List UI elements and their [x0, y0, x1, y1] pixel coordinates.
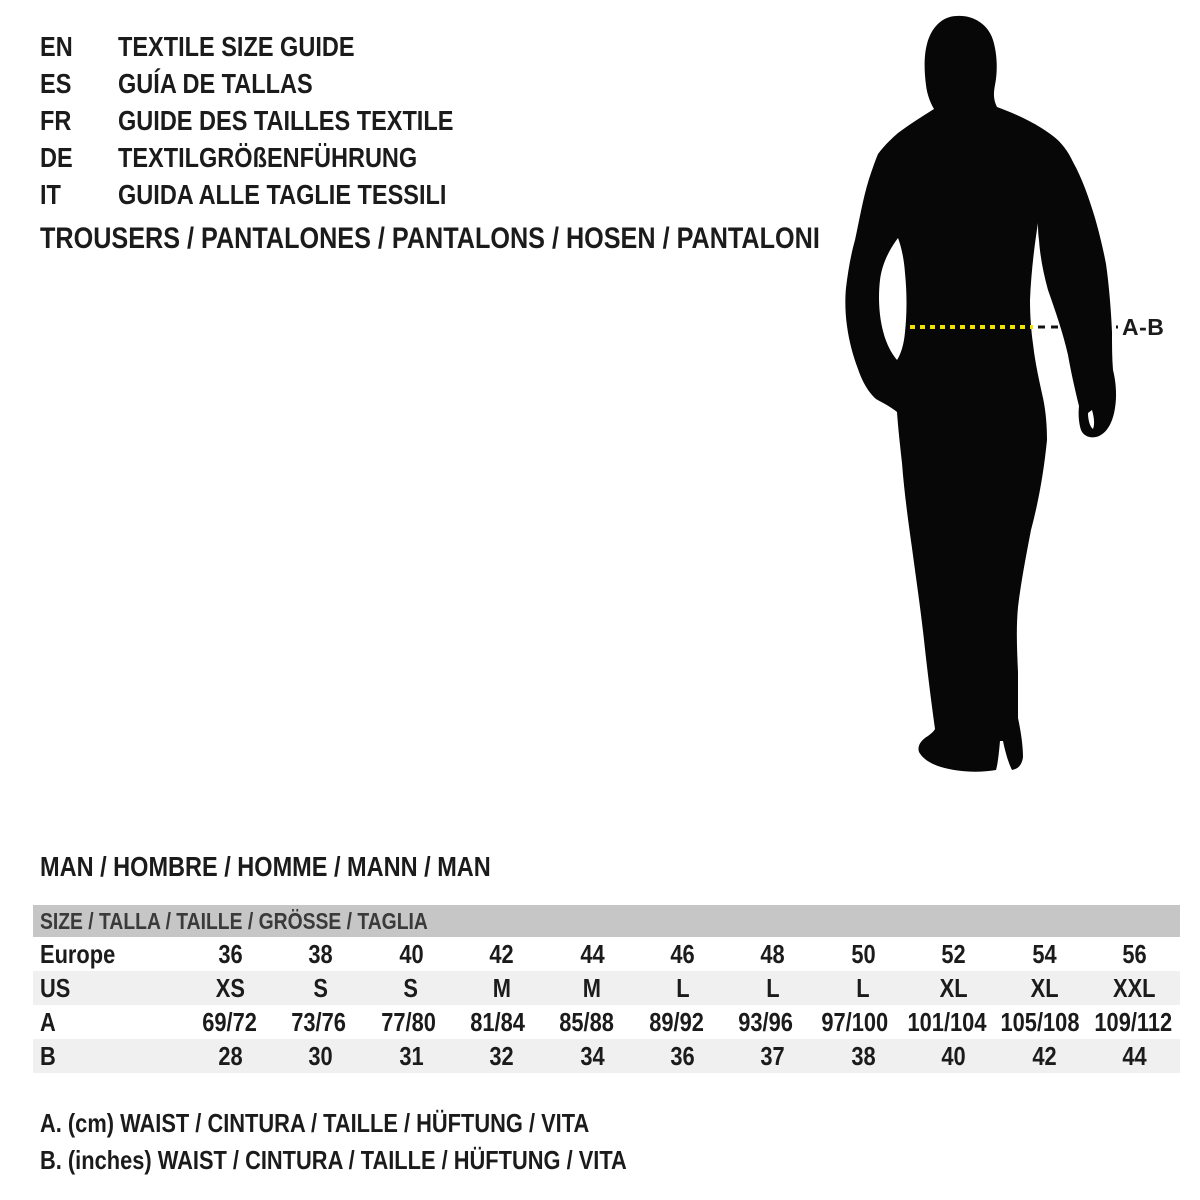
table-row — [33, 937, 1180, 971]
language-title: TEXTILE SIZE GUIDE — [118, 31, 355, 63]
cell — [456, 939, 546, 970]
cell-value: 42 — [1032, 1040, 1057, 1071]
language-title: GUIDA ALLE TAGLIE TESSILI — [118, 178, 447, 210]
cell — [366, 1041, 456, 1072]
cell — [728, 973, 818, 1004]
cell — [275, 939, 365, 970]
cell-value: 48 — [760, 938, 786, 969]
cell — [810, 1007, 899, 1038]
waist-measure-label-text: A-B — [1122, 314, 1165, 340]
cell-value: 38 — [851, 1040, 876, 1071]
note-b — [40, 1142, 739, 1179]
cell — [909, 973, 999, 1004]
cell-value: 46 — [670, 938, 695, 969]
cell-value: 30 — [308, 1040, 333, 1071]
cell-value: 44 — [579, 938, 605, 969]
cell — [1090, 939, 1180, 970]
cell — [728, 939, 818, 970]
language-row-fr — [40, 103, 517, 140]
cell-value: 109/112 — [1094, 1006, 1173, 1037]
cell — [637, 973, 727, 1004]
cell — [993, 1007, 1087, 1038]
waist-measure-label — [1122, 316, 1164, 339]
language-code: IT — [40, 178, 61, 210]
row-label-text: Europe — [40, 938, 116, 969]
language-title: TEXTILGRÖßENFÜHRUNG — [118, 141, 418, 173]
cell — [900, 1007, 994, 1038]
cell — [185, 973, 275, 1004]
row-label-text: A — [40, 1006, 56, 1037]
man-silhouette-svg — [820, 0, 1200, 800]
table-row — [33, 1039, 1180, 1073]
row-label-text: US — [40, 972, 71, 1003]
cell — [818, 1041, 908, 1072]
cell-value: M — [582, 972, 602, 1003]
footnotes — [40, 1105, 739, 1179]
language-row-en — [40, 29, 517, 66]
cell-value: 36 — [670, 1040, 695, 1071]
cell — [366, 939, 456, 970]
cell-value: 34 — [579, 1040, 605, 1071]
note-a-text: A. (cm) WAIST / CINTURA / TAILLE / HÜFTUNG / VITA — [40, 1108, 590, 1138]
section-heading — [40, 853, 577, 881]
cell-value: 54 — [1032, 938, 1057, 969]
row-label — [33, 973, 185, 1004]
cell-value: 40 — [398, 938, 424, 969]
cell-value: L — [675, 972, 690, 1003]
cell — [547, 973, 637, 1004]
cell-value: 93/96 — [738, 1006, 793, 1037]
cell-value: 85/88 — [559, 1006, 615, 1037]
category-heading-text: TROUSERS / PANTALONES / PANTALONS / HOSEN / PANTALONI — [40, 222, 820, 255]
cell-value: XXL — [1113, 972, 1157, 1003]
cell-value: 37 — [760, 1040, 786, 1071]
cell-value: 31 — [398, 1040, 424, 1071]
row-label — [33, 1041, 185, 1072]
cell — [1087, 1007, 1180, 1038]
language-code: FR — [40, 104, 72, 136]
cell-value: 81/84 — [470, 1006, 525, 1037]
cell-value: 77/80 — [380, 1006, 436, 1037]
cell-value: S — [313, 972, 328, 1003]
cell-value: 89/92 — [648, 1006, 704, 1037]
language-list — [40, 29, 517, 213]
cell — [999, 1041, 1089, 1072]
cell-value: 38 — [308, 938, 333, 969]
cell — [453, 1007, 542, 1038]
cell-value: 32 — [489, 1040, 514, 1071]
cell-value: 69/72 — [202, 1006, 257, 1037]
cell-value: 97/100 — [821, 1006, 889, 1037]
size-table-header-text: SIZE / TALLA / TAILLE / GRÖSSE / TAGLIA — [40, 907, 428, 934]
cell — [185, 939, 275, 970]
language-row-it — [40, 176, 517, 213]
language-title: GUÍA DE TALLAS — [118, 68, 313, 100]
row-label — [33, 1007, 185, 1038]
table-row — [33, 1005, 1180, 1039]
section-heading-text: MAN / HOMBRE / HOMME / MANN / MAN — [40, 851, 491, 882]
cell-value: 40 — [941, 1040, 966, 1071]
man-silhouette-shape — [845, 16, 1116, 772]
cell — [547, 1041, 637, 1072]
cell — [542, 1007, 631, 1038]
cell-value: XL — [1030, 972, 1059, 1003]
language-row-de — [40, 139, 517, 176]
note-a — [40, 1105, 739, 1142]
cell — [366, 973, 456, 1004]
size-table — [33, 905, 1180, 1073]
cell-value: 28 — [218, 1040, 243, 1071]
table-row — [33, 971, 1180, 1005]
cell — [637, 1041, 727, 1072]
cell-value: L — [856, 972, 871, 1003]
cell-value: L — [766, 972, 780, 1003]
cell-value: 105/108 — [1001, 1006, 1080, 1037]
cell-value: 101/104 — [907, 1006, 986, 1037]
language-code: ES — [40, 68, 72, 100]
language-row-es — [40, 66, 517, 103]
cell — [632, 1007, 721, 1038]
cell-value: 42 — [489, 938, 514, 969]
measurement-figure — [820, 0, 1200, 800]
size-table-body — [33, 937, 1180, 1073]
note-b-text: B. (inches) WAIST / CINTURA / TAILLE / HÜFTUNG / VITA — [40, 1145, 627, 1175]
cell-value: 50 — [851, 938, 876, 969]
cell-value: XL — [939, 972, 968, 1003]
language-code: DE — [40, 141, 73, 173]
cell — [637, 939, 727, 970]
cell — [909, 1041, 999, 1072]
cell-value: 56 — [1122, 938, 1147, 969]
cell-value: 44 — [1122, 1040, 1147, 1071]
cell — [364, 1007, 453, 1038]
language-code: EN — [40, 31, 73, 63]
cell — [456, 1041, 546, 1072]
cell — [185, 1041, 275, 1072]
cell — [456, 973, 546, 1004]
cell — [274, 1007, 363, 1038]
size-table-header — [33, 905, 1180, 937]
cell-value: 52 — [941, 938, 966, 969]
language-title: GUIDE DES TAILLES TEXTILE — [118, 104, 454, 136]
cell — [728, 1041, 818, 1072]
cell — [275, 973, 365, 1004]
cell — [818, 973, 908, 1004]
cell-value: 36 — [218, 938, 243, 969]
cell-value: XS — [215, 972, 245, 1003]
cell-value: M — [492, 972, 511, 1003]
row-label-text: B — [40, 1040, 56, 1071]
cell — [275, 1041, 365, 1072]
cell — [547, 939, 637, 970]
cell — [1090, 1041, 1180, 1072]
cell — [909, 939, 999, 970]
cell-value: 73/76 — [291, 1006, 347, 1037]
cell — [999, 973, 1089, 1004]
cell — [818, 939, 908, 970]
cell — [185, 1007, 274, 1038]
cell-value: S — [403, 972, 419, 1003]
row-label — [33, 939, 185, 970]
cell — [1090, 973, 1180, 1004]
cell — [999, 939, 1089, 970]
cell — [721, 1007, 810, 1038]
